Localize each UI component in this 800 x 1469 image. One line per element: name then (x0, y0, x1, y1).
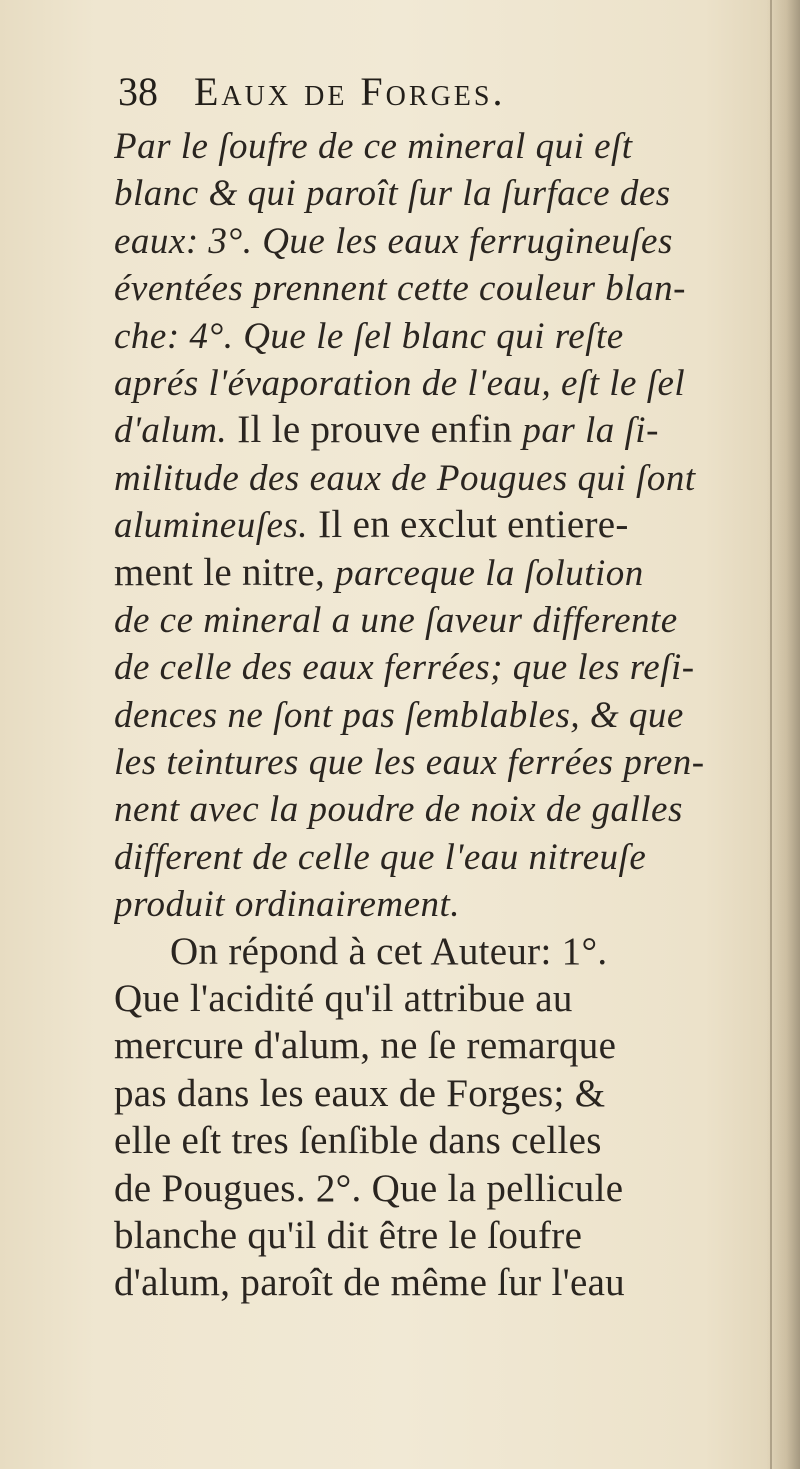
text-line (114, 643, 734, 690)
roman-segment: Il le prouve enfin (227, 408, 523, 452)
italic-segment: par la ſi- (522, 410, 659, 452)
roman-segment: mercure d'alum, ne ſe remarque (114, 1024, 617, 1068)
text-line (114, 833, 734, 880)
italic-segment: Par le ſoufre de ce mineral qui eſt (114, 126, 633, 167)
italic-segment: de ce mineral a une ſaveur differente (114, 599, 678, 641)
text-line (114, 501, 734, 548)
italic-segment: de celle des eaux ferrées; que les reſi- (114, 647, 695, 689)
italic-segment: blanc & qui paroît ſur la ſurface des (114, 173, 671, 215)
text-line (114, 169, 734, 216)
text-line (114, 1212, 734, 1259)
italic-segment: eaux: 3°. Que les eaux ferrugineuſes (114, 220, 673, 262)
text-line (114, 1165, 734, 1212)
text-line (114, 217, 734, 264)
italic-segment: d'alum. (114, 410, 228, 452)
italic-segment: different de celle que l'eau nitreuſe (114, 836, 647, 878)
roman-segment: de Pougues. 2°. Que la pellicule (114, 1166, 624, 1210)
text-line (114, 1117, 734, 1164)
italic-segment: che: 4°. Que le ſel blanc qui reſte (114, 315, 624, 357)
page-number: 38 (118, 69, 158, 114)
italic-segment: alumineuſes. (114, 505, 309, 547)
roman-segment: d'alum, paroît de même ſur l'eau (114, 1261, 625, 1305)
italic-segment: aprés l'évaporation de l'eau, eſt le ſel (114, 362, 686, 404)
text-line (114, 264, 734, 311)
page-gutter-line (770, 0, 772, 1469)
running-header (118, 68, 678, 118)
italic-segment: dences ne ſont pas ſemblables, & que (114, 694, 684, 736)
text-line (114, 738, 734, 785)
running-title: Eaux de Forges. (194, 69, 506, 114)
text-line (114, 312, 734, 359)
text-line (114, 880, 734, 927)
text-line (114, 928, 734, 975)
roman-segment: blanche qu'il dit être le ſoufre (114, 1213, 583, 1257)
text-line (114, 1022, 734, 1069)
text-line (114, 691, 734, 738)
italic-segment: nent avec la poudre de noix de galles (114, 789, 683, 831)
body-text (114, 122, 734, 1307)
roman-segment: elle eſt tres ſenſible dans celles (114, 1119, 602, 1163)
text-line (114, 454, 734, 501)
text-line (114, 549, 734, 596)
text-line (114, 1070, 734, 1117)
roman-segment: Que l'acidité qu'il attribue au (114, 977, 573, 1021)
italic-segment: parceque la ſolution (335, 552, 644, 594)
italic-segment: militude des eaux de Pougues qui ſont (114, 457, 696, 499)
text-line (114, 359, 734, 406)
roman-segment: ment le nitre, (114, 550, 336, 594)
text-line (114, 1259, 734, 1306)
roman-segment: pas dans les eaux de Forges; & (114, 1071, 606, 1115)
text-line (114, 975, 734, 1022)
italic-segment: produit ordinairement. (114, 884, 461, 926)
text-line (114, 596, 734, 643)
roman-segment: Il en exclut entiere- (308, 503, 629, 547)
roman-segment: On répond à cet Auteur: 1°. (170, 929, 608, 973)
text-line (114, 406, 734, 453)
italic-segment: les teintures que les eaux ferrées pren- (114, 742, 705, 784)
italic-segment: éventées prennent cette couleur blan- (114, 268, 686, 310)
text-line (114, 785, 734, 832)
text-line (114, 122, 734, 169)
